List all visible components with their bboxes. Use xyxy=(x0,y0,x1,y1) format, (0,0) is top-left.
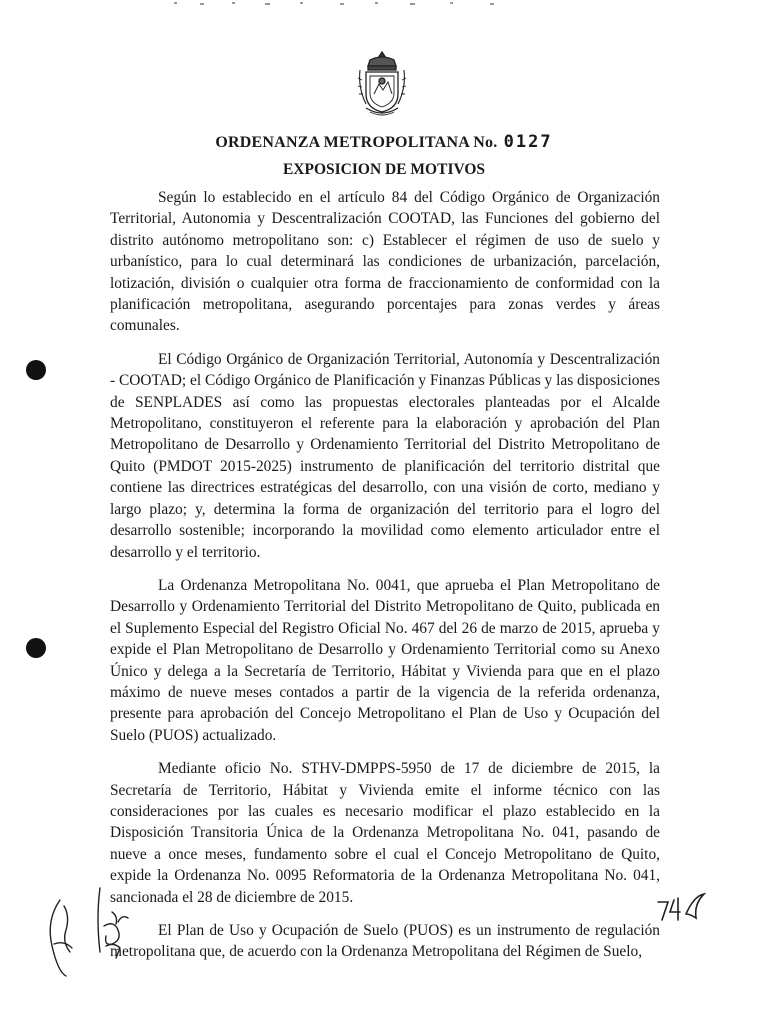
paragraph-4: Mediante oficio No. STHV-DMPPS-5950 de 17 de diciembre de 2015, la Secretaría de Territorio, Hábitat y Vivienda emite el informe técnico con las consideraciones por las cuales es necesario modificar el plazo establecido en la Disposición Transitoria Única de la Ordenanza Metropolitana No. 041, pasando de nueve a once meses, fundamento sobre el cual el Concejo Metropolitano de Quito, expide la Ordenanza No. 0095 Reformatoria de la Ordenanza Metropolitana No. 041, sancionada el 28 de diciembre de 2015. xyxy=(110,760,660,906)
document-body xyxy=(110,187,660,963)
coat-of-arms-icon xyxy=(356,50,408,120)
paragraph-5: El Plan de Uso y Ocupación de Suelo (PUOS) es un instrumento de regulación metropolitana que, de acuerdo con la Ordenanza Metropolitana del Régimen de Suelo, xyxy=(110,922,660,961)
section-heading: EXPOSICION DE MOTIVOS xyxy=(282,161,486,178)
punch-hole xyxy=(26,360,46,380)
ordinance-title xyxy=(0,132,768,152)
handwritten-page-number-icon xyxy=(656,890,708,926)
scan-specks xyxy=(170,0,530,8)
paragraph-2: El Código Orgánico de Organización Territorial, Autonomía y Descentralización - COOTAD; el Código Orgánico de Planificación y Finanzas Públicas y las disposiciones de SENPLADES así como las propuestas electorales planteadas por el Alcalde Metropolitano, constituyeron el referente para la elaboración y aprobación del Plan Metropolitano de Desarrollo y Ordenamiento Territorial del Distrito Metropolitano de Quito (PMDOT 2015-2025) instrumento de planificación del territorio distrital que contiene las directrices estratégicas del desarrollo, con una visión de corto, mediano y largo plazo; y, determina la forma de organización del territorio para el logro del desarrollo sostenible; incorporando la movilidad como elemento articulador entre el desarrollo y el territorio. xyxy=(110,350,660,561)
ordinance-title-text: ORDENANZA METROPOLITANA No. xyxy=(215,134,498,151)
paragraph-3: La Ordenanza Metropolitana No. 0041, que aprueba el Plan Metropolitano de Desarrollo y Ordenamiento Territorial del Distrito Metropolitano de Quito, publicada en el Suplemento Especial del Registro Oficial No. 467 del 26 de marzo de 2015, aprueba y expide el Plan Metropolitano de Desarrollo y Ordenamiento Territorial como su Anexo Único y delega a la Secretaría de Territorio, Hábitat y Vivienda para que en el plazo máximo de nueve meses contados a partir de la vigencia de la referida ordenanza, presente para aprobación del Concejo Metropolitano el Plan de Uso y Ocupación del Suelo (PUOS) actualizado. xyxy=(110,576,660,744)
ordinance-number: 0127 xyxy=(503,132,553,152)
paragraph-1: Según lo establecido en el artículo 84 del Código Orgánico de Organización Territorial, Autonomia y Descentralización COOTAD, las Funciones del gobierno del distrito autónomo metropolitano son: c) Establecer el régimen de uso de suelo y urbanístico, para lo cual determinará las condiciones de urbanización, parcelación, lotización, división o cualquier otra forma de fraccionamiento de conformidad con la planificación metropolitana, asegurando porcentajes para zonas verdes y áreas comunales. xyxy=(110,189,660,335)
punch-hole xyxy=(26,638,46,658)
handwritten-signature-icon xyxy=(40,886,135,986)
